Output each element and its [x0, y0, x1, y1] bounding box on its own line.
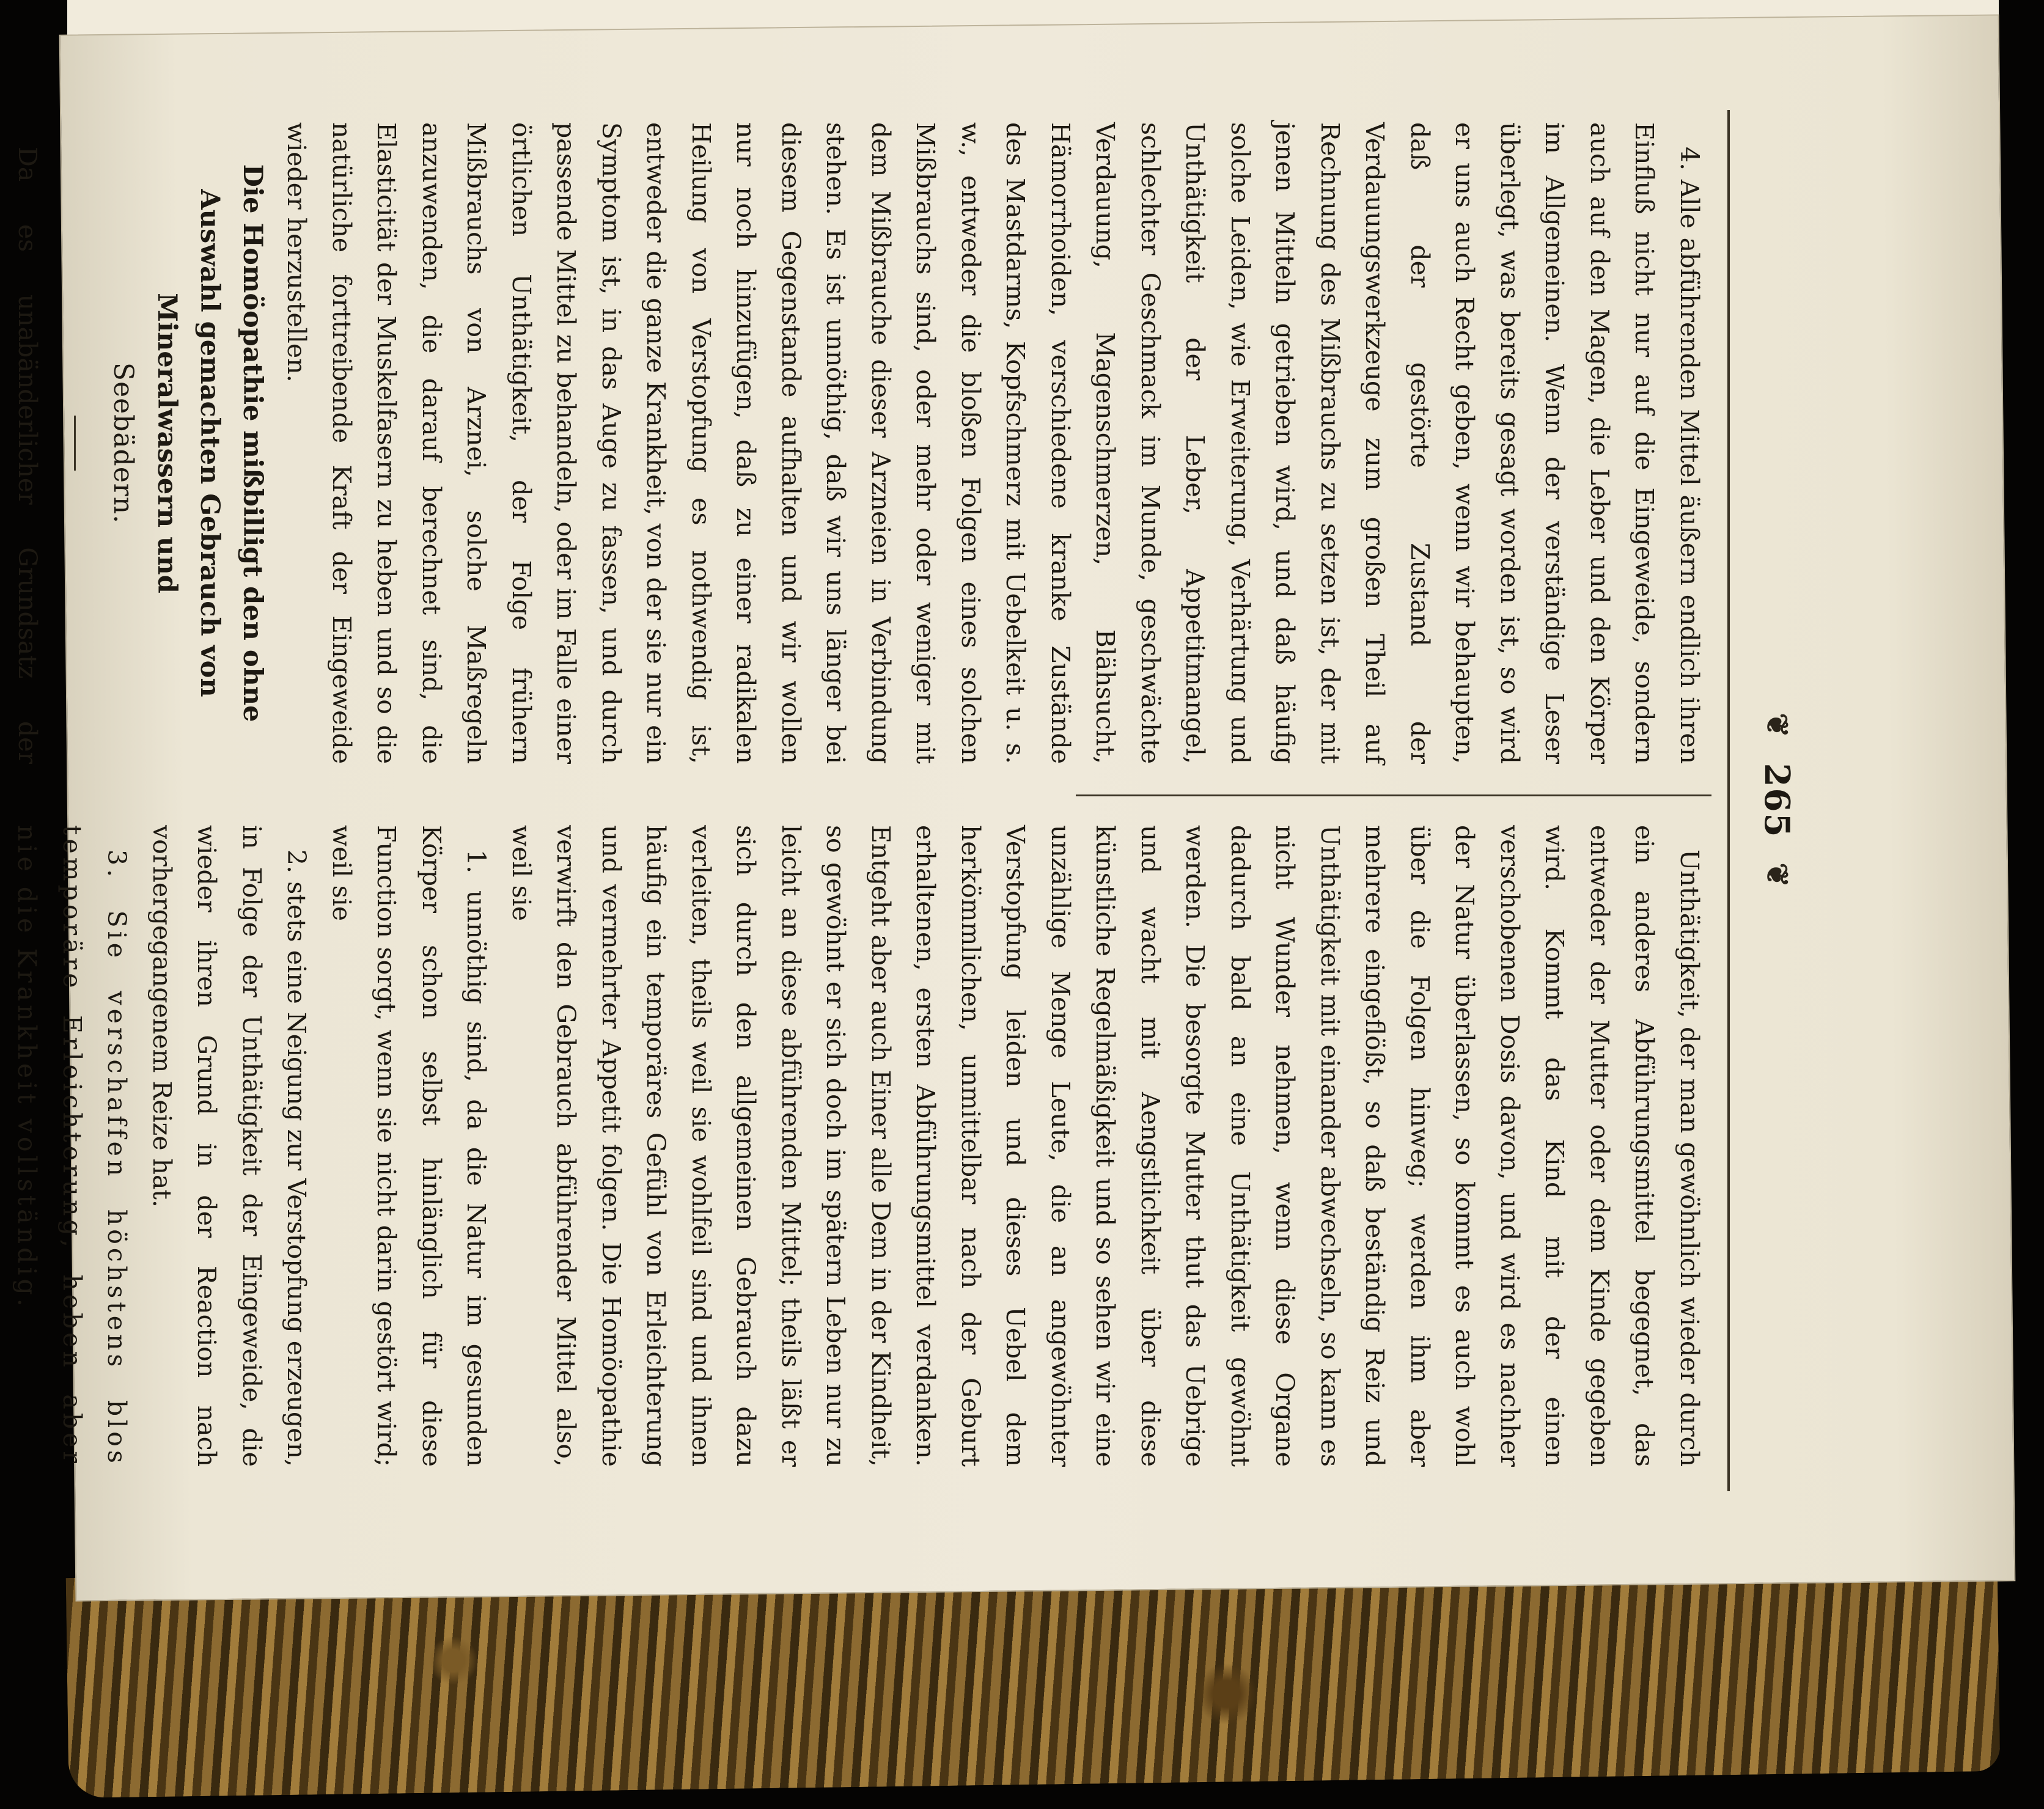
section-heading: Die Homöopathie mißbilligt den ohne Auswahl gemachten Gebrauch von Mineralwassern und	[152, 164, 268, 722]
left-ornament-icon: ❦	[1760, 713, 1794, 739]
right-ornament-icon: ❦	[1760, 862, 1794, 889]
numbered-item: 2. stets eine Neigung zur Verstopfung erzeugen, in Folge der Unthätigkeit der Eingeweide, die wieder ihren Grund in der Reaction nach vorhergegangenem Reize hat.	[147, 825, 312, 1467]
numbered-item: 1. unnöthig sind, da die Natur im gesunden Körper schon selbst hinlänglich für diese Function sorgt, wenn sie nicht darin gestört wird; weil sie	[327, 825, 491, 1467]
page-number: 265	[1757, 763, 1797, 838]
short-divider	[75, 416, 76, 471]
numbered-item: 3. Sie verschaffen höchstens blos temporäre Erleichterung, heben aber nie die Krankheit vollständig.	[12, 825, 132, 1467]
page-number-row	[1757, 713, 1797, 888]
column-left	[0, 122, 1711, 764]
section-subheading: Seebädern.	[108, 362, 139, 524]
column-right	[0, 825, 1711, 1467]
rotated-text-block	[12, 86, 1815, 1516]
column-divider	[1076, 794, 1711, 796]
paragraph: Unthätigkeit, der man gewöhnlich wieder durch ein anderes Abführungsmittel begegnet, das entweder der Mutter oder dem Kinde gegeben wird. Kommt das Kind mit der einen verschobenen Dosis davon, und wird es nachher der Natur überlassen, so kommt es auch wohl über die Folgen hinweg; werden ihm aber mehrere eingeflößt, so daß beständig Reiz und Unthätigkeit mit einander abwechseln, so kann es nicht Wunder nehmen, wenn diese Organe dadurch bald an eine Unthätigkeit gewöhnt werden. Die besorgte Mutter thut das Uebrige und wacht mit Aengstlichkeit über diese künstliche Regelmäßigkeit und so sehen wir eine unzählige Menge Leute, die an angewöhnter Verstopfung leiden und dieses Uebel dem herkömmlichen, unmittelbar nach der Geburt erhaltenen, ersten Abführungsmittel verdanken. Entgeht aber auch Einer alle Dem in der Kindheit, so gewöhnt er sich doch im spätern Leben nur zu leicht an diese abführenden Mittel; theils läßt er sich durch den allgemeinen Gebrauch dazu verleiten, theils weil sie wohlfeil sind und ihnen häufig ein temporäres Gefühl von Erleichterung und vermehrter Appetit folgen. Die Homöopathie verwirft den Gebrauch abführender Mittel also, weil sie	[507, 825, 1704, 1467]
paragraph	[0, 825, 4, 1467]
page-header	[1742, 86, 1815, 1516]
paragraph: Da es unabänderlicher Grundsatz der	[13, 147, 43, 764]
paragraph: 4. Alle abführenden Mittel äußern endlich ihren Einfluß nicht nur auf die Eingeweide, sondern auch auf den Magen, die Leber und den Körper im Allgemeinen. Wenn der verständige Leser überlegt, was bereits gesagt worden ist, so wird er uns auch Recht geben, wenn wir behaupten, daß der gestörte Zustand der Verdauungswerkzeuge zum großen Theil auf Rechnung des Mißbrauchs zu setzen ist, der mit jenen Mitteln getrieben wird, und daß häufig solche Leiden, wie Erweiterung, Verhärtung und Unthätigkeit der Leber, Appetitmangel, schlechter Geschmack im Munde, geschwächte Verdauung, Magenschmerzen, Blähsucht, Hämorrhoiden, verschiedene kranke Zustände des Mastdarms, Kopfschmerz mit Uebelkeit u. s. w., entweder die bloßen Folgen eines solchen Mißbrauchs sind, oder mehr oder weniger mit dem Mißbrauche dieser Arzneien in Verbindung stehen. Es ist unnöthig, daß wir uns länger bei diesem Gegenstande aufhalten und wir wollen nur noch hinzufügen, daß zu einer radikalen Heilung von Verstopfung es nothwendig ist, entweder die ganze Krankheit, von der sie nur ein Symptom ist, in das Auge zu fassen, und durch passende Mittel zu behandeln, oder im Falle einer örtlichen Unthätigkeit, der Folge frühern Mißbrauchs von Arznei, solche Maßregeln anzuwenden, die darauf berechnet sind, die Elasticität der Muskelfasern zu heben und so die natürliche forttreibende Kraft der Eingeweide wieder herzustellen.	[282, 122, 1704, 764]
header-rule	[1727, 110, 1730, 1491]
